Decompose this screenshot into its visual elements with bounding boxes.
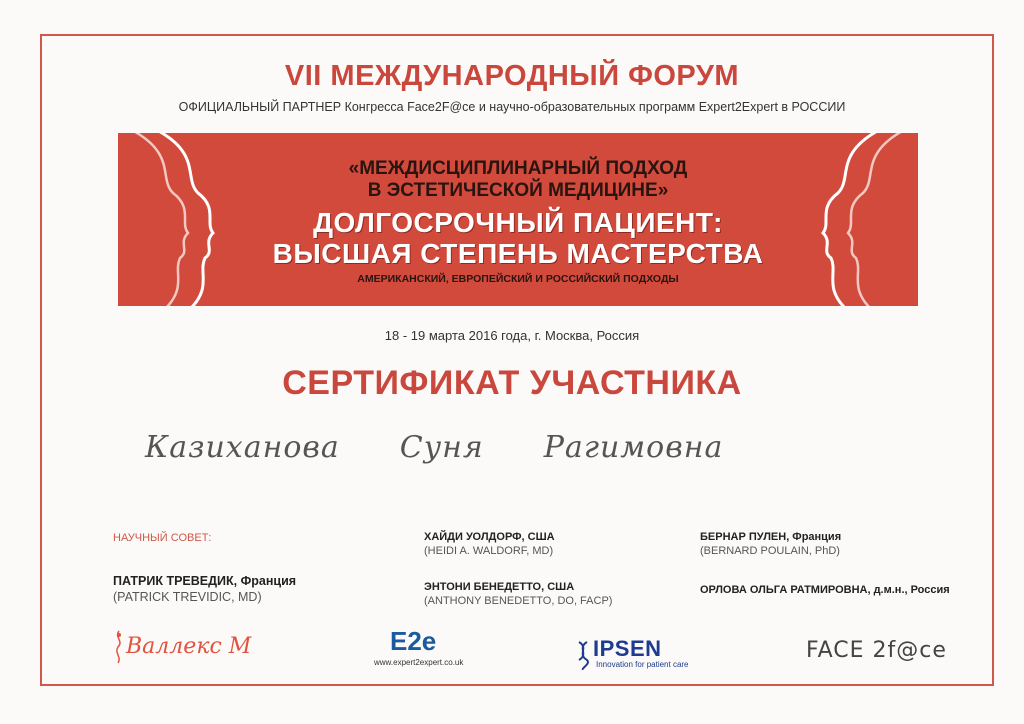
forum-title: VII МЕЖДУНАРОДНЫЙ ФОРУМ xyxy=(284,60,740,92)
event-banner xyxy=(118,133,918,306)
banner-subtitle: АМЕРИКАНСКИЙ, ЕВРОПЕЙСКИЙ И РОССИЙСКИЙ ПОДХОДЫ xyxy=(357,273,679,285)
participant-patronymic: Рагимовна xyxy=(543,430,724,465)
e2e-url: www.expert2expert.co.uk xyxy=(374,658,464,667)
council-label: НАУЧНЫЙ СОВЕТ: xyxy=(113,532,212,544)
vallex-logo-icon xyxy=(112,629,126,665)
event-date: 18 - 19 марта 2016 года, г. Москва, Россия xyxy=(384,328,640,343)
partner-line: ОФИЦИАЛЬНЫЙ ПАРТНЕР Конгресса Face2F@ce и научно-образовательных программ Expert2Expert в РОССИИ xyxy=(178,100,846,114)
program-title-line2: В ЭСТЕТИЧЕСКОЙ МЕДИЦИНЕ» xyxy=(367,180,669,201)
participant-name-handwritten xyxy=(145,430,783,465)
council-member-latin: (ANTHONY BENEDETTO, DO, FACP) xyxy=(424,595,613,607)
headline-line1: ДОЛГОСРОЧНЫЙ ПАЦИЕНТ: xyxy=(313,207,723,238)
certificate-title: СЕРТИФИКАТ УЧАСТНИКА xyxy=(282,364,742,402)
council-member-name: ЭНТОНИ БЕНЕДЕТТО, США xyxy=(424,581,575,593)
program-title-line1: «МЕЖДИСЦИПЛИНАРНЫЙ ПОДХОД xyxy=(348,158,688,179)
council-member-name: БЕРНАР ПУЛЕН, Франция xyxy=(700,531,842,543)
council-member-latin: (PATRICK TREVIDIC, MD) xyxy=(113,590,262,604)
participant-first-name: Суня xyxy=(399,430,484,465)
council-member-name: ПАТРИК ТРЕВЕДИК, Франция xyxy=(113,574,297,588)
council-member-name: ХАЙДИ УОЛДОРФ, США xyxy=(424,531,555,543)
vallex-logo: Валлекс М xyxy=(126,634,252,659)
participant-last-name: Казиханова xyxy=(145,430,340,465)
face2face-logo: FACE 2f@ce xyxy=(806,638,947,663)
e2e-logo: E2e xyxy=(390,626,437,656)
ipsen-tagline: Innovation for patient care xyxy=(596,660,689,669)
ipsen-logo: IPSEN xyxy=(593,636,662,661)
council-member-latin: (HEIDI A. WALDORF, MD) xyxy=(424,545,554,557)
council-member-name: ОРЛОВА ОЛЬГА РАТМИРОВНА, д.м.н., Россия xyxy=(700,584,950,596)
ipsen-logo-icon xyxy=(575,640,591,670)
headline-line2: ВЫСШАЯ СТЕПЕНЬ МАСТЕРСТВА xyxy=(272,238,764,269)
council-member-latin: (BERNARD POULAIN, PhD) xyxy=(700,545,840,557)
